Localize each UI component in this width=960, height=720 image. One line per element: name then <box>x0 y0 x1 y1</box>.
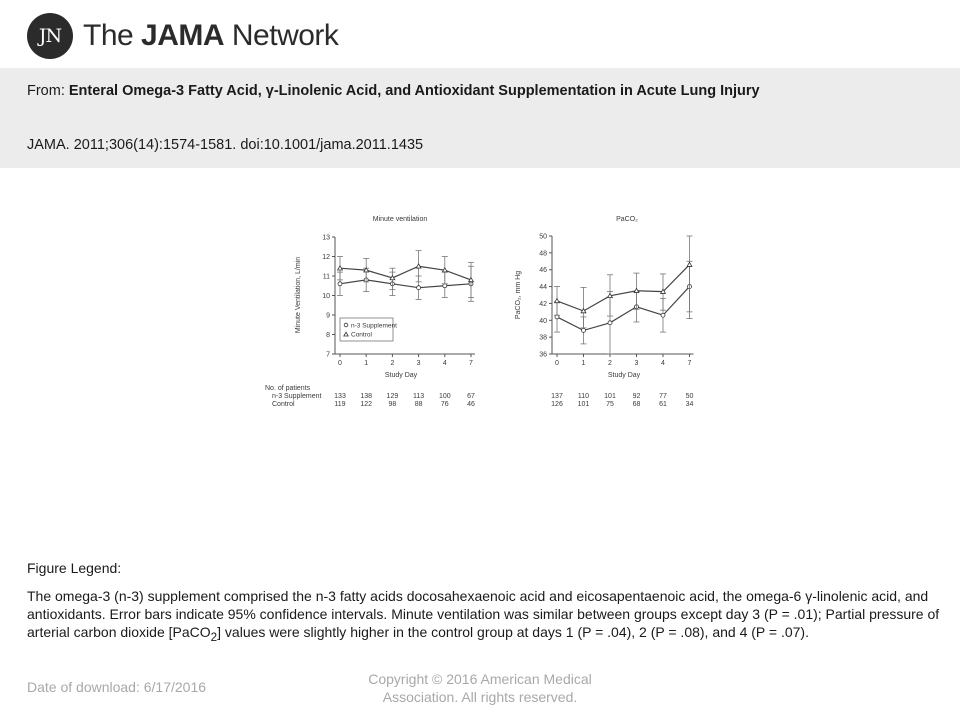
y-tick-label: 46 <box>539 267 547 275</box>
x-tick-label: 3 <box>634 360 639 367</box>
data-point-circle <box>608 321 612 325</box>
data-point-triangle <box>687 262 692 266</box>
y-tick-label: 42 <box>539 300 547 308</box>
patients-count-cell: 88 <box>414 401 423 408</box>
patients-count-cell: 98 <box>388 401 397 408</box>
legend-subscript: 2 <box>210 630 218 644</box>
data-point-triangle <box>555 299 560 303</box>
data-point-circle <box>582 328 586 332</box>
y-axis-label: PaCO₂, mm Hg <box>515 270 522 320</box>
y-tick-label: 7 <box>326 351 330 359</box>
patients-count-cell: 129 <box>386 393 399 400</box>
patients-count-cell: 92 <box>632 393 641 400</box>
patients-table-heading: No. of patients <box>265 385 311 392</box>
chart-title: PaCO₂ <box>616 216 638 223</box>
x-tick-label: 1 <box>581 360 586 367</box>
x-tick-label: 4 <box>442 360 447 367</box>
brand-prefix: The <box>83 19 142 52</box>
y-tick-label: 40 <box>539 317 547 325</box>
legend-text-part2: ] values were slightly higher in the control group at days 1 (P = .04), 2 (P = .08), and 4 (P = .07). <box>217 624 809 640</box>
patients-count-cell: 119 <box>334 401 346 408</box>
y-tick-label: 10 <box>322 293 330 300</box>
patients-count-cell: 77 <box>659 393 667 400</box>
article-title[interactable]: Enteral Omega-3 Fatty Acid, γ-Linolenic Acid, and Antioxidant Supplementation in Acute Lung Injury <box>68 83 760 99</box>
data-point-circle <box>417 286 421 290</box>
patients-count-cell: 46 <box>467 401 475 408</box>
patients-count-cell: 138 <box>360 393 373 400</box>
y-tick-label: 48 <box>539 250 547 258</box>
x-tick-label: 2 <box>390 360 395 367</box>
data-point-circle <box>443 284 447 288</box>
brand-suffix: Network <box>224 19 339 52</box>
y-tick-label: 12 <box>322 254 330 261</box>
patients-count-cell: 110 <box>577 393 590 400</box>
series-line-control <box>340 266 471 280</box>
patients-count-cell: 101 <box>604 393 616 400</box>
series-line-n3-supplement <box>340 280 471 288</box>
patients-count-cell: 137 <box>551 393 563 400</box>
patients-count-cell: 67 <box>467 393 475 400</box>
y-tick-label: 11 <box>322 273 330 281</box>
y-axis-label: Minute Ventilation, L/min <box>295 256 302 334</box>
y-tick-label: 36 <box>539 351 547 359</box>
y-tick-label: 8 <box>326 332 330 339</box>
patients-count-cell: 101 <box>577 401 590 408</box>
patients-count-cell: 100 <box>438 393 451 400</box>
patients-count-cell: 76 <box>440 401 449 408</box>
copyright-notice: Copyright © 2016 American Medical Association. All rights reserved. <box>368 671 592 705</box>
patients-count-cell: 75 <box>606 401 614 408</box>
legend-label: Control <box>351 331 372 339</box>
series-line-control <box>557 265 690 311</box>
patients-count-cell: 133 <box>334 393 346 400</box>
patients-count-cell: 34 <box>685 401 694 408</box>
data-point-circle <box>338 282 342 286</box>
article-citation: JAMA. 2011;306(14):1574-1581. doi:10.1001/jama.2011.1435 <box>27 137 424 153</box>
figure-legend-heading: Figure Legend: <box>27 560 122 576</box>
y-tick-label: 13 <box>322 234 330 242</box>
jn-logo-mark: JN <box>27 13 73 59</box>
x-axis-label: Study Day <box>384 372 418 379</box>
patients-row-label: Control <box>272 401 295 408</box>
x-tick-label: 4 <box>661 360 665 367</box>
from-label: From: <box>27 83 69 99</box>
x-tick-label: 1 <box>364 360 369 367</box>
x-axis-label: Study Day <box>607 372 641 379</box>
y-tick-label: 38 <box>539 334 547 342</box>
download-date: Date of download: 6/17/2016 <box>27 679 207 695</box>
data-point-circle <box>661 313 665 317</box>
brand-bold: JAMA <box>141 19 225 52</box>
x-tick-label: 0 <box>338 360 342 367</box>
patients-count-cell: 113 <box>413 393 425 400</box>
patients-count-cell: 50 <box>685 393 694 400</box>
y-tick-label: 50 <box>539 233 547 241</box>
legend-text-part1: The omega-3 (n-3) supplement comprised the n-3 fatty acids docosahexaenoic acid and eicosapentaenoic acid, the omega-6 γ-linolenic acid, and antioxidants. Error bars indicate 95% confidence intervals. Minute ventilation was similar between groups except day 3 (P = .01); Partial pressure of arterial carbon dioxide [PaCO <box>27 588 940 640</box>
y-tick-label: 44 <box>539 284 547 292</box>
x-tick-label: 3 <box>416 360 421 367</box>
x-tick-label: 0 <box>555 360 559 367</box>
patients-count-cell: 68 <box>632 401 641 408</box>
x-tick-label: 2 <box>608 360 612 367</box>
patients-count-cell: 122 <box>360 401 373 408</box>
chart-title: Minute ventilation <box>372 216 428 223</box>
figure-legend-text <box>27 587 955 647</box>
y-tick-label: 9 <box>326 312 330 320</box>
legend-label: n-3 Supplement <box>351 322 397 330</box>
x-tick-label: 7 <box>469 360 473 367</box>
x-tick-label: 7 <box>687 360 692 367</box>
legend-circle-icon <box>344 323 348 327</box>
patients-count-cell: 61 <box>659 401 667 408</box>
patients-row-label: n-3 Supplement <box>272 393 322 400</box>
patients-count-cell: 126 <box>551 401 563 408</box>
